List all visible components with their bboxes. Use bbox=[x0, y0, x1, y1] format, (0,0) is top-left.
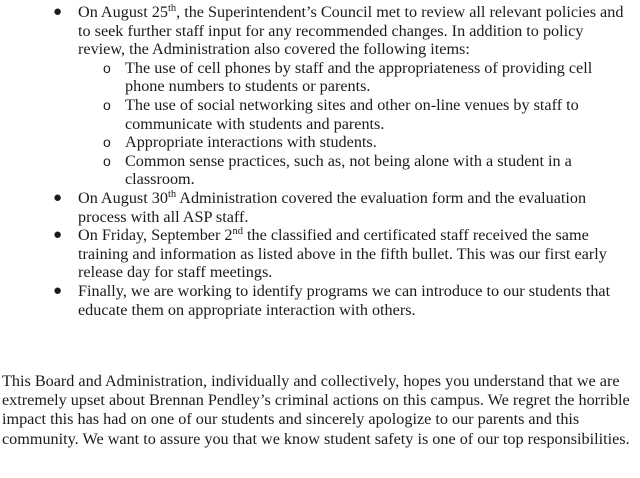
sub-item-text: Common sense practices, such as, not being alone with a student in a classroom. bbox=[125, 151, 572, 189]
bullet-icon: ● bbox=[53, 4, 63, 20]
bullet-text: On August 25th, the Superintendent’s Council met to review all relevant policies and to seek further staff input for any recommended changes. In addition to policy review, the Administration also covered the following items: bbox=[78, 3, 624, 59]
bullet-text: Finally, we are working to identify programs we can introduce to our students that educate them on appropriate interaction with others. bbox=[78, 281, 611, 319]
bullet-icon: ● bbox=[53, 227, 63, 244]
bullet-item-august-25 bbox=[49, 3, 634, 189]
hollow-circle-icon: o bbox=[103, 134, 111, 151]
sub-item-text: The use of cell phones by staff and the appropriateness of providing cell phone numbers to students or parents. bbox=[125, 58, 593, 96]
bullet-icon: ● bbox=[53, 282, 63, 299]
sub-item-common-sense bbox=[78, 152, 634, 189]
hollow-circle-icon: o bbox=[103, 152, 111, 169]
bullet-list bbox=[49, 3, 634, 319]
bullet-text: On Friday, September 2nd the classified and certificated staff received the same training and information as listed above in the fifth bullet. This was our first early release day for staff meetings. bbox=[78, 226, 607, 282]
sub-item-text: Appropriate interactions with students. bbox=[125, 133, 377, 152]
hollow-circle-icon: o bbox=[103, 96, 111, 113]
sub-list bbox=[78, 59, 634, 189]
bullet-icon: ● bbox=[53, 189, 63, 206]
bullet-item-august-30 bbox=[49, 189, 634, 226]
sub-item-appropriate-interactions bbox=[78, 133, 634, 152]
sub-item-cell-phones bbox=[78, 59, 634, 96]
sub-item-social-networking bbox=[78, 96, 634, 133]
bullet-item-finally bbox=[49, 282, 634, 319]
closing-paragraph: This Board and Administration, individually and collectively, hopes you understand that we are extremely upset about Brennan Pendley’s criminal actions on this campus. We regret the horrible impact this has had on one of our students and sincerely apologize to our parents and this community. We want to assure you that we know student safety is one of our top responsibilities. bbox=[2, 372, 630, 448]
sub-item-text: The use of social networking sites and other on-line venues by staff to communicate with students and parents. bbox=[125, 95, 579, 133]
hollow-circle-icon: o bbox=[103, 59, 111, 76]
bullet-item-september-2 bbox=[49, 226, 634, 282]
bullet-text: On August 30th Administration covered the evaluation form and the evaluation process with all ASP staff. bbox=[78, 188, 587, 226]
